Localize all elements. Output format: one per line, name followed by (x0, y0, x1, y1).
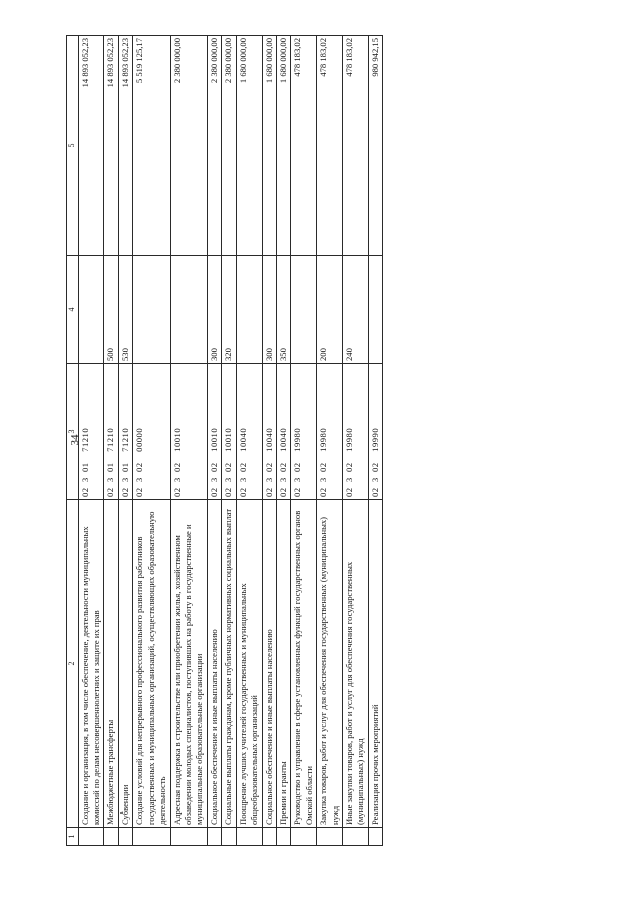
row-index-cell (78, 828, 104, 846)
row-index-cell (207, 828, 221, 846)
table-row (222, 36, 236, 846)
row-amount-cell: 14 893 052,23 (104, 36, 118, 256)
row-index-cell (104, 828, 118, 846)
row-index-cell (262, 828, 276, 846)
row-type-cell (236, 256, 262, 364)
table-row (133, 36, 170, 846)
row-code-cell: 02 3 02 10040 (276, 364, 290, 500)
row-index-cell (317, 828, 343, 846)
row-amount-cell: 478 183,02 (343, 36, 369, 256)
row-type-cell: 320 (222, 256, 236, 364)
row-type-cell (291, 256, 317, 364)
table-row (104, 36, 118, 846)
row-code-cell: 02 3 02 19990 (368, 364, 382, 500)
row-index-cell (368, 828, 382, 846)
header-cell: 2 (67, 500, 79, 828)
header-cell: 1 (67, 828, 79, 846)
header-cell: 4 (67, 256, 79, 364)
row-name-cell: Социальное обеспечение и иные выплаты населению (262, 500, 276, 828)
header-cell: 5 (67, 36, 79, 256)
row-name-cell: Реализация прочих мероприятий (368, 500, 382, 828)
row-name-cell: Создание и организация, в том числе обеспечение, деятельности муниципальных комиссий по делам несовершеннолетних и защите их прав (78, 500, 104, 828)
table-row (368, 36, 382, 846)
row-amount-cell: 478 183,02 (291, 36, 317, 256)
row-name-cell: Адресная поддержка в строительстве или приобретении жилья, хозяйственном обзаведении молодых специалистов, поступивших на работу в государственные и муниципальные образовательные организации (170, 500, 207, 828)
row-amount-cell: 5 519 125,17 (133, 36, 170, 256)
row-amount-cell: 1 680 000,00 (276, 36, 290, 256)
table-row (343, 36, 369, 846)
row-name-cell: Иные закупки товаров, работ и услуг для обеспечения государственных (муниципальных) нужд (343, 500, 369, 828)
row-amount-cell: 14 893 052,23 (118, 36, 132, 256)
row-index-cell (276, 828, 290, 846)
row-name-cell: Премии и гранты (276, 500, 290, 828)
row-type-cell (170, 256, 207, 364)
row-amount-cell: 14 893 052,23 (78, 36, 104, 256)
row-name-cell: Создание условий для непрерывного профессионального развития работников государственных и муниципальных организаций, осуществляющих образовательную деятельность (133, 500, 170, 828)
row-code-cell: 02 3 02 10040 (236, 364, 262, 500)
row-type-cell: 350 (276, 256, 290, 364)
row-type-cell (78, 256, 104, 364)
row-amount-cell: 2 380 000,00 (170, 36, 207, 256)
table-row (78, 36, 104, 846)
row-code-cell: 02 3 02 10010 (170, 364, 207, 500)
row-name-cell: Поощрение лучших учителей государственных и муниципальных общеобразовательных организаций (236, 500, 262, 828)
row-code-cell: 02 3 02 10040 (262, 364, 276, 500)
row-code-cell: 02 3 02 19980 (291, 364, 317, 500)
row-amount-cell: 980 942,15 (368, 36, 382, 256)
row-index-cell (118, 828, 132, 846)
table-row (317, 36, 343, 846)
row-amount-cell: 1 680 000,00 (236, 36, 262, 256)
row-name-cell: Социальные выплаты гражданам, кроме публичных нормативных социальных выплат (222, 500, 236, 828)
header-cell: 3 (67, 364, 79, 500)
row-type-cell: 300 (262, 256, 276, 364)
table-row (207, 36, 221, 846)
table-row (170, 36, 207, 846)
row-index-cell (291, 828, 317, 846)
row-name-cell: Социальное обеспечение и иные выплаты населению (207, 500, 221, 828)
row-code-cell: 02 3 01 71210 (104, 364, 118, 500)
row-name-cell: Межбюджетные трансферты (104, 500, 118, 828)
table-header-row (67, 36, 79, 846)
table-row (276, 36, 290, 846)
page-number: 34 (69, 434, 81, 446)
row-name-cell: Субвенции (118, 500, 132, 828)
row-code-cell: 02 3 02 19980 (343, 364, 369, 500)
table-body (78, 36, 383, 846)
table-row (262, 36, 276, 846)
rotated-table-container (66, 36, 586, 846)
row-code-cell: 02 3 02 10010 (222, 364, 236, 500)
row-name-cell: Закупка товаров, работ и услуг для обеспечения государственных (муниципальных) нужд (317, 500, 343, 828)
row-code-cell: 02 3 02 10010 (207, 364, 221, 500)
row-index-cell (222, 828, 236, 846)
row-type-cell (133, 256, 170, 364)
row-type-cell: 200 (317, 256, 343, 364)
row-code-cell: 02 3 02 19980 (317, 364, 343, 500)
row-amount-cell: 1 680 000,00 (262, 36, 276, 256)
row-code-cell: 02 3 02 00000 (133, 364, 170, 500)
row-amount-cell: 2 380 000,00 (207, 36, 221, 256)
row-index-cell (170, 828, 207, 846)
row-index-cell (133, 828, 170, 846)
row-code-cell: 02 3 01 71210 (78, 364, 104, 500)
row-type-cell: 240 (343, 256, 369, 364)
table-row (291, 36, 317, 846)
row-type-cell (368, 256, 382, 364)
row-amount-cell: 478 183,02 (317, 36, 343, 256)
row-amount-cell: 2 380 000,00 (222, 36, 236, 256)
table-row (118, 36, 132, 846)
row-type-cell: 300 (207, 256, 221, 364)
row-type-cell: 530 (118, 256, 132, 364)
row-index-cell (236, 828, 262, 846)
row-code-cell: 02 3 01 71210 (118, 364, 132, 500)
table-row (236, 36, 262, 846)
row-type-cell: 500 (104, 256, 118, 364)
row-name-cell: Руководство и управление в сфере установленных функций государственных органов Омской области (291, 500, 317, 828)
row-index-cell (343, 828, 369, 846)
budget-table (66, 35, 383, 846)
